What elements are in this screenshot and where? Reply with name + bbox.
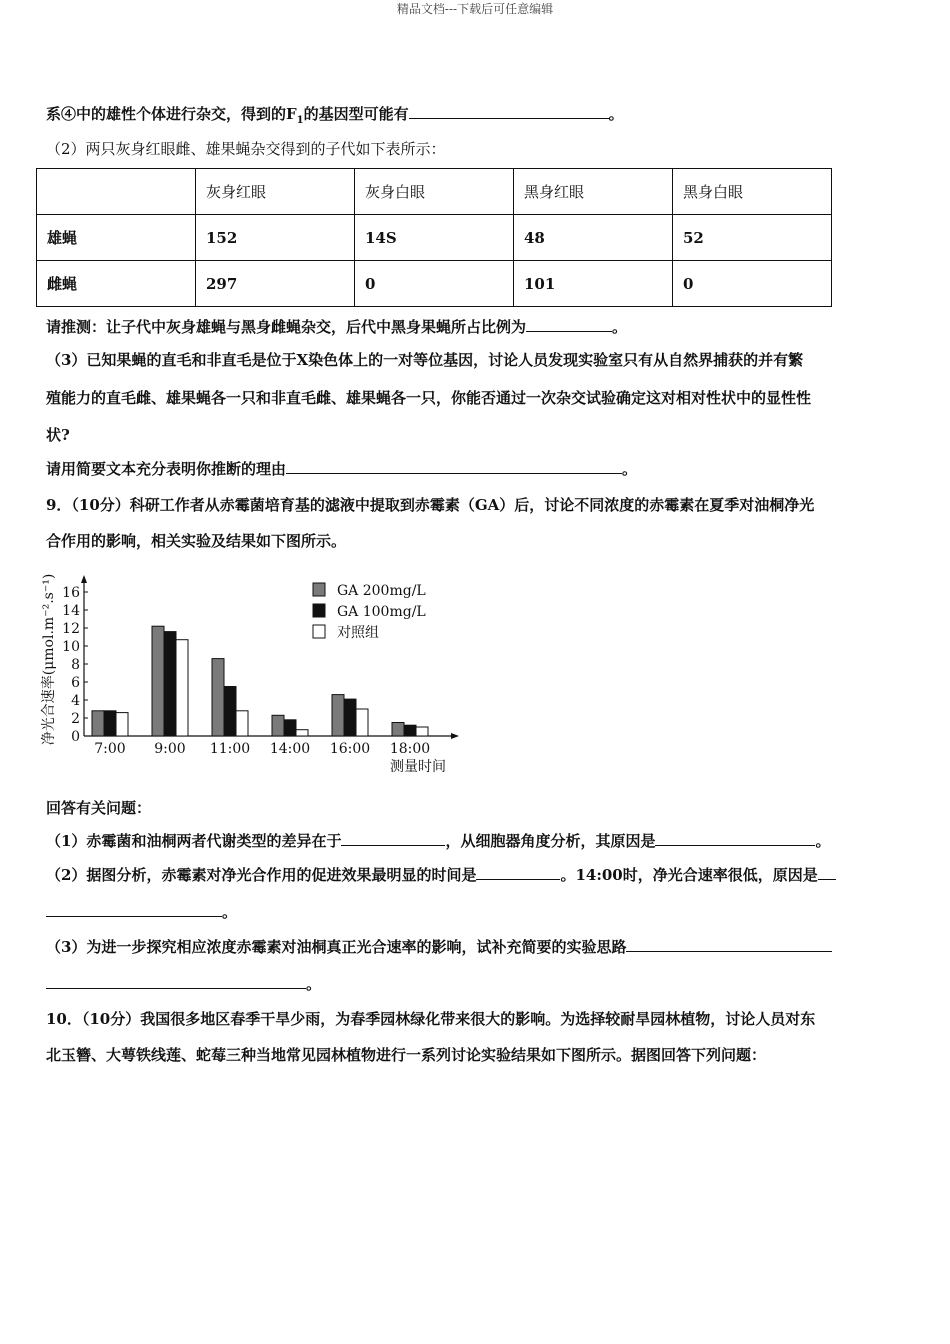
x-tick-label: 16:00 (329, 741, 371, 757)
q8-part2-intro: （2）两只灰身红眼雌、雄果蝇杂交得到的子代如下表所示： (46, 140, 446, 158)
answer-blank[interactable] (46, 974, 306, 989)
period: 。 (222, 903, 238, 921)
table-cell: 0 (355, 261, 514, 307)
q9-part3-text: （3）为进一步探究相应浓度赤霉素对油桐真正光合速率的影响，试补充简要的实验思路 (46, 938, 627, 956)
period: 。 (815, 832, 831, 850)
q9-part1-text-a: （1）赤霉菌和油桐两者代谢类型的差异在于 (46, 832, 342, 850)
table-row (37, 261, 832, 307)
y-tick-label: 12 (62, 621, 80, 637)
period: 。 (608, 105, 624, 123)
table-header-cell (37, 169, 196, 215)
q8-part3-line-3: 状? (46, 426, 70, 444)
q9-line-2: 合作用的影响，相关实验及结果如下图所示。 (46, 532, 347, 550)
bar (236, 711, 248, 736)
x-axis-label: 测量时间 (390, 759, 446, 775)
q8-inference-text: 请推测：让子代中灰身雄蝇与黑身雌蝇杂交，后代中黑身果蝇所占比例为 (46, 318, 527, 336)
legend-label: GA 100mg/L (337, 604, 426, 620)
table-cell: 48 (514, 215, 673, 261)
q8-reason-line (46, 458, 637, 479)
x-tick-label: 18:00 (389, 741, 431, 757)
legend-label: 对照组 (337, 625, 379, 641)
answer-blank[interactable] (818, 865, 836, 880)
x-tick-label: 11:00 (209, 741, 251, 757)
q8-part3-line-1: （3）已知果蝇的直毛和非直毛是位于X染色体上的一对等位基因，讨论人员发现实验室只有从自然界捕获的并有繁 (46, 351, 804, 369)
table-header-cell: 灰身白眼 (355, 169, 514, 215)
y-tick-label: 14 (62, 603, 80, 619)
answer-blank[interactable] (409, 104, 609, 119)
table-cell: 52 (673, 215, 832, 261)
table-header-cell: 黑身红眼 (514, 169, 673, 215)
bar (284, 720, 296, 736)
y-tick-label: 10 (62, 639, 80, 655)
answer-blank[interactable] (46, 902, 222, 917)
q9-part2-text-b: 。14:00时，净光合速率很低，原因是 (560, 866, 818, 884)
bar (356, 709, 368, 736)
bar (224, 687, 236, 737)
q9-part2-text-a: （2）据图分析，赤霉素对净光合作用的促进效果最明显的时间是 (46, 866, 477, 884)
y-tick-label: 4 (71, 693, 80, 709)
legend-swatch (313, 583, 325, 596)
table-header-row (37, 169, 832, 215)
bar (92, 711, 104, 736)
table-cell: 152 (196, 215, 355, 261)
answer-blank[interactable] (655, 831, 815, 846)
q8-part3-line-2: 殖能力的直毛雌、雄果蝇各一只和非直毛雌、雄果蝇各一只，你能否通过一次杂交试验确定这对相对性状中的显性性 (46, 389, 812, 407)
answer-blank[interactable] (526, 317, 612, 332)
table-row (37, 215, 832, 261)
y-tick-label: 0 (71, 729, 80, 745)
bar (176, 640, 188, 736)
q10-line-2: 北玉簪、大萼铁线莲、蛇莓三种当地常见园林植物进行一系列讨论实验结果如下图所示。据图回答下列问题： (46, 1046, 767, 1064)
table-cell: 雄蝇 (37, 215, 196, 261)
bar (164, 632, 176, 736)
bar (392, 723, 404, 737)
q9-part2-line (46, 864, 836, 885)
q8-line-1-text: 系④中的雄性个体进行杂交，得到的F (46, 105, 297, 123)
answer-blank[interactable] (286, 459, 622, 474)
bar (296, 730, 308, 736)
bar (272, 715, 284, 736)
q8-inference-line (46, 316, 627, 337)
q9-part1-text-b: ，从细胞器角度分析，其原因是 (445, 832, 656, 850)
legend-label: GA 200mg/L (337, 583, 426, 599)
offspring-table (36, 168, 832, 307)
page-header: 精品文档---下载后可任意编辑 (396, 2, 554, 16)
bar (344, 699, 356, 736)
q8-reason-text: 请用简要文本充分表明你推断的理由 (46, 460, 287, 478)
x-tick-label: 9:00 (154, 741, 186, 757)
table-cell: 雌蝇 (37, 261, 196, 307)
q9-part3-line (46, 936, 832, 957)
bar (152, 626, 164, 736)
bar (116, 713, 128, 736)
q9-part2-continuation (46, 901, 237, 922)
x-tick-label: 7:00 (94, 741, 126, 757)
answer-blank[interactable] (626, 937, 832, 952)
x-tick-label: 14:00 (269, 741, 311, 757)
q9-part1-line (46, 830, 830, 851)
period: 。 (306, 975, 322, 993)
legend-swatch (313, 604, 325, 617)
period: 。 (612, 318, 628, 336)
bar (332, 695, 344, 736)
answer-blank[interactable] (476, 865, 560, 880)
y-tick-label: 2 (71, 711, 80, 727)
x-axis-arrow (451, 733, 459, 739)
table-header-cell: 黑身白眼 (673, 169, 832, 215)
answer-blank[interactable] (341, 831, 445, 846)
y-axis-label: 净光合速率(μmol.m⁻².s⁻¹) (41, 573, 57, 746)
q10-line-1: 10．（10分）我国很多地区春季干旱少雨，为春季园林绿化带来很大的影响。为选择较耐旱园林植物，讨论人员对东 (46, 1010, 816, 1028)
f1-subscript: 1 (296, 115, 304, 126)
bar (104, 711, 116, 736)
q9-part3-continuation (46, 973, 321, 994)
q8-line-1 (46, 103, 624, 126)
table-cell: 14S (355, 215, 514, 261)
q9-line-1: 9．（10分）科研工作者从赤霉菌培育基的滤液中提取到赤霉素（GA）后，讨论不同浓度的赤霉素在夏季对油桐净光 (46, 496, 815, 514)
legend-swatch (313, 625, 325, 638)
net-photosynthesis-bar-chart (36, 558, 476, 780)
q8-line-1-text-b: 的基因型可能有 (303, 105, 409, 123)
bar (212, 659, 224, 736)
table-header-cell: 灰身红眼 (196, 169, 355, 215)
table-cell: 101 (514, 261, 673, 307)
table-cell: 0 (673, 261, 832, 307)
y-tick-label: 16 (62, 585, 80, 601)
bar (416, 727, 428, 736)
y-tick-label: 6 (71, 675, 80, 691)
y-tick-label: 8 (71, 657, 80, 673)
q9-answer-prompt: 回答有关问题： (46, 799, 152, 817)
bar (404, 725, 416, 736)
y-axis-arrow (81, 575, 87, 583)
table-cell: 297 (196, 261, 355, 307)
period: 。 (622, 460, 638, 478)
